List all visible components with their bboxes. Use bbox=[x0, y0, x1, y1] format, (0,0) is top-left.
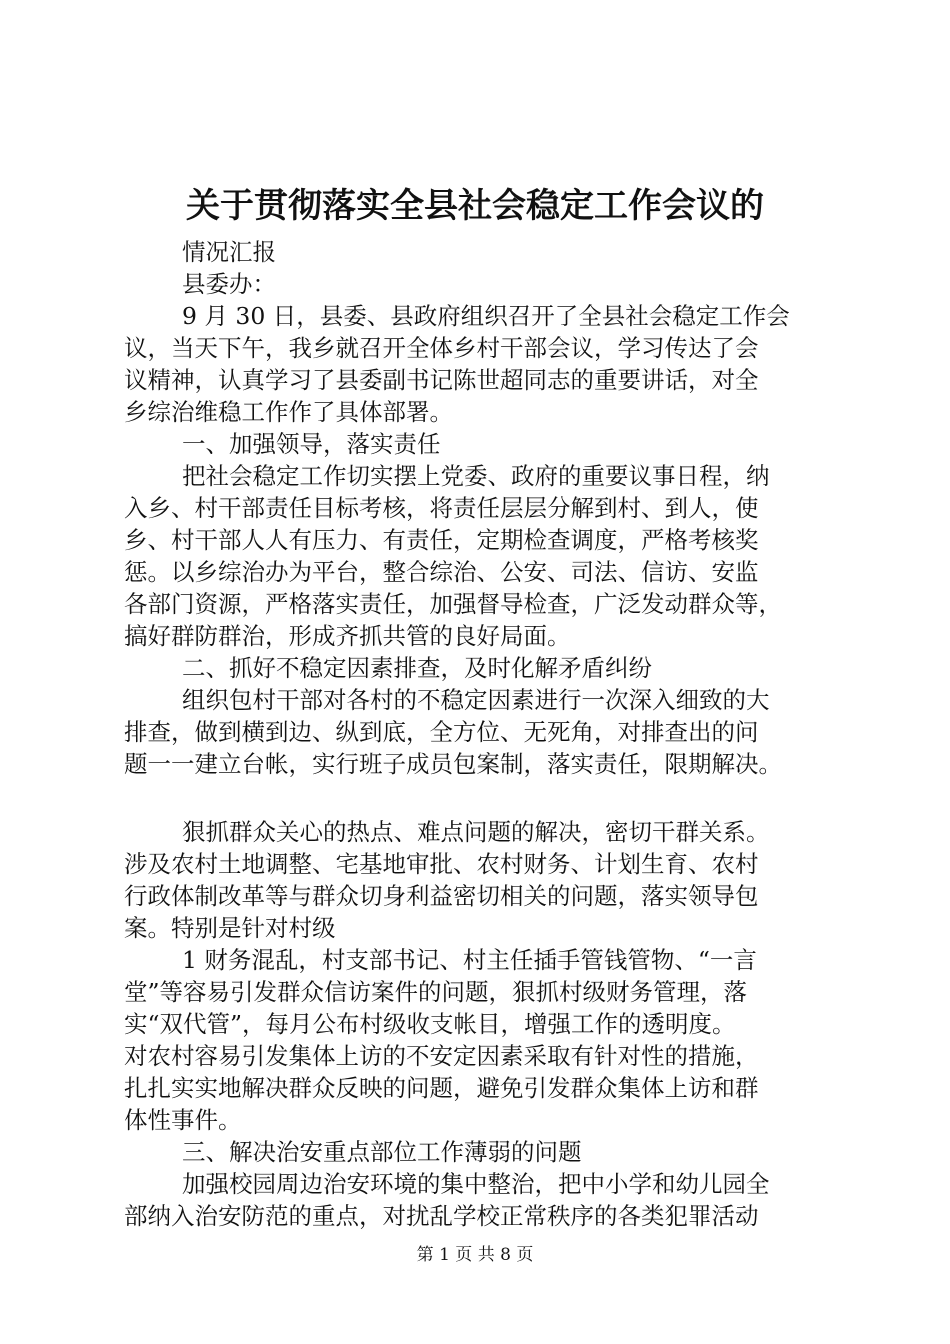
paragraph-line: 惩。以乡综治办为平台，整合综治、公安、司法、信访、安监 bbox=[124, 558, 759, 586]
paragraph-line: 9 月 30 日，县委、县政府组织召开了全县社会稳定工作会 bbox=[182, 302, 790, 330]
paragraph-line: 组织包村干部对各村的不稳定因素进行一次深入细致的大 bbox=[182, 686, 770, 714]
paragraph-line: 题一一建立台帐，实行班子成员包案制，落实责任，限期解决。 bbox=[124, 750, 782, 778]
paragraph-line: 搞好群防群治，形成齐抓共管的良好局面。 bbox=[124, 622, 571, 650]
paragraph-line: 部纳入治安防范的重点，对扰乱学校正常秩序的各类犯罪活动 bbox=[124, 1202, 759, 1230]
subtitle-line: 情况汇报 bbox=[182, 238, 276, 266]
paragraph-line: 实“双代管”，每月公布村级收支帐目，增强工作的透明度。 bbox=[124, 1010, 736, 1038]
paragraph-line: 入乡、村干部责任目标考核，将责任层层分解到村、到人，使 bbox=[124, 494, 759, 522]
paragraph-line: 加强校园周边治安环境的集中整治，把中小学和幼儿园全 bbox=[182, 1170, 770, 1198]
paragraph-gap bbox=[124, 780, 836, 816]
paragraph-line: 把社会稳定工作切实摆上党委、政府的重要议事日程，纳 bbox=[182, 462, 770, 490]
paragraph-line: 案。特别是针对村级 bbox=[124, 914, 336, 942]
section-heading: 一、加强领导，落实责任 bbox=[182, 430, 441, 458]
paragraph-line: 堂”等容易引发群众信访案件的问题，狠抓村级财务管理，落 bbox=[124, 978, 748, 1006]
paragraph-line: 扎扎实实地解决群众反映的问题，避免引发群众集体上访和群 bbox=[124, 1074, 759, 1102]
paragraph-line: 议精神，认真学习了县委副书记陈世超同志的重要讲话，对全 bbox=[124, 366, 759, 394]
paragraph-line: 各部门资源，严格落实责任，加强督导检查，广泛发动群众等， bbox=[124, 590, 782, 618]
paragraph-line: 对农村容易引发集体上访的不安定因素采取有针对性的措施， bbox=[124, 1042, 759, 1070]
paragraph-line: 排查，做到横到边、纵到底，全方位、无死角，对排查出的问 bbox=[124, 718, 759, 746]
page-footer: 第 1 页 共 8 页 bbox=[416, 1245, 534, 1265]
document-body bbox=[124, 236, 836, 1232]
paragraph-line: 1 财务混乱，村支部书记、村主任插手管钱管物、“一言 bbox=[182, 946, 757, 974]
paragraph-line: 体性事件。 bbox=[124, 1106, 242, 1134]
document-title: 关于贯彻落实全县社会稳定工作会议的 bbox=[186, 186, 764, 226]
paragraph-line: 涉及农村土地调整、宅基地审批、农村财务、计划生育、农村 bbox=[124, 850, 759, 878]
paragraph-line: 狠抓群众关心的热点、难点问题的解决，密切干群关系。 bbox=[182, 818, 770, 846]
paragraph-line: 议，当天下午，我乡就召开全体乡村干部会议，学习传达了会 bbox=[124, 334, 759, 362]
section-heading: 三、解决治安重点部位工作薄弱的问题 bbox=[182, 1138, 582, 1166]
addressee-line: 县委办： bbox=[182, 270, 276, 298]
paragraph-line: 乡综治维稳工作作了具体部署。 bbox=[124, 398, 453, 426]
paragraph-line: 行政体制改革等与群众切身利益密切相关的问题，落实领导包 bbox=[124, 882, 759, 910]
paragraph-line: 乡、村干部人人有压力、有责任，定期检查调度，严格考核奖 bbox=[124, 526, 759, 554]
section-heading: 二、抓好不稳定因素排查，及时化解矛盾纠纷 bbox=[182, 654, 652, 682]
